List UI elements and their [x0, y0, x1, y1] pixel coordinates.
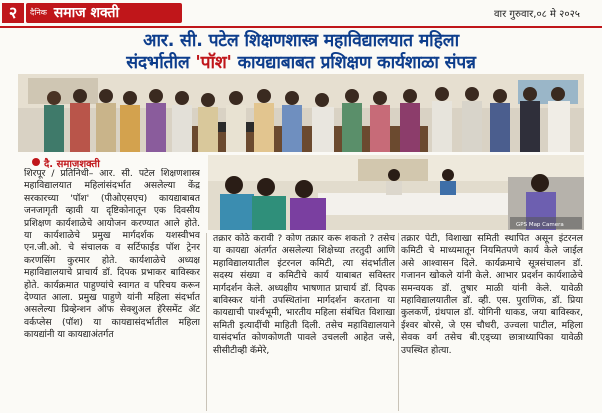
logo-small-text: दैनिक	[30, 8, 47, 17]
article-column-3: तक्रार पेटी, विशाखा समिती स्थापित असून इंटरनल कमिटी चे माध्यमातून नियमितपणे कार्य केले जाईल असे आश्वासन दिले. कार्यक्रमाचे सूत्रसंचालन डॉ. गजानन खोकले यांनी केले. आभार प्रदर्शन कार्यशाळेचे समन्वयक डॉ. तुषार माळी यांनी केले. यावेळी महाविद्यालयातील डॉ. व्ही. एस. पुराणिक, डॉ. प्रिया कुलकर्णे, ग्रंथपाल डॉ. योगिनी धाकड, जया बाविस्कर, ईश्वर बोरसे, जे एस चौधरी, उज्वला पाटील, महिला सेवक वर्ग तसेच बी.एड्च्या छात्राध्यापिका यावेळी उपस्थित होत्या.	[401, 233, 583, 356]
headline-quote: 'पॉश'	[195, 53, 232, 73]
headline	[0, 30, 602, 74]
section-number: २	[2, 3, 24, 23]
group-photo	[18, 74, 584, 152]
gps-watermark: GPS Map Camera	[516, 222, 564, 228]
column-divider	[206, 233, 207, 411]
article-column-2: तक्रार कोठे करावी ? कोण तक्रार करू शकतो ? तसेच या कायद्या अंतर्गत असलेल्या शिक्षेच्या तरतुदी आणि महाविद्यालयातील इंटरनल कमिटी, त्या संदर्भातील सदस्य संख्या व कमिटीचे कार्य याबाबत सविस्तर मार्गदर्शन केले. अध्यक्षीय भाषणात प्राचार्य डॉ. दिपक बाविस्कर यांनी उपस्थितांना मार्गदर्शन करताना या कायद्याची पार्श्वभूमी, भारतीय महिला संबंधित विशाखा समिती इत्यादींची माहिती दिली. तसेच महाविद्यालयाने यासंदर्भात कोणकोणती पावले उचलली आहेत जसे, सीसीटीव्ही कॅमेरे,	[213, 233, 395, 356]
header-rule	[0, 26, 602, 28]
headline-line-2-start: संदर्भातील	[126, 53, 196, 73]
issue-date: वार गुरुवार,०८ मे २०२५	[494, 9, 580, 20]
bullet-icon	[32, 158, 40, 166]
article-column-1: शिरपूर / प्रतिनिधी– आर. सी. पटेल शिक्षणशास्त्र महाविद्यालयात महिलांसंदर्भात असलेल्या केंद्र सरकारच्या 'पॉश' (पीओएसएच) कायद्याबाबत जनजागृती व्हावी या दृष्टिकोनातून एक दिवसीय प्रशिक्षण कार्यशाळेचे आयोजन करण्यात आले होते. या कार्यशाळेचे प्रमुख मार्गदर्शक यशस्वीभव एन.जी.ओ. चे संचालक व सर्टिफाईड पॉश ट्रेनर करणसिंग कुरमार होते. कार्यशाळेचे अध्यक्ष महाविद्यालयाचे प्राचार्य डॉ. दिपक प्रभाकर बाविस्कर होते. कार्यक्रमात पाहुण्यांचे स्वागत व परिचय करून देण्यात आला. प्रमुख पाहुणे यांनी महिला संदर्भात असलेल्या प्रिव्हेन्शन ऑफ सेक्शुअल हॅरेसमेंट ॲट वर्कप्लेस (पॉश) या कायद्यासंदर्भातील महिला कायद्यांनी या कायद्याअंतर्गत	[24, 168, 200, 341]
workshop-photo	[208, 155, 584, 230]
headline-line-1: आर. सी. पटेल शिक्षणशास्त्र महाविद्यालयात महिला	[143, 31, 459, 51]
logo-name: समाज शक्ती	[53, 5, 120, 21]
column-divider	[398, 233, 399, 411]
newspaper-logo	[26, 3, 182, 23]
reporter-name: दै. समाजशक्ती	[44, 159, 100, 170]
headline-line-2	[0, 52, 602, 74]
byline	[18, 156, 204, 168]
masthead	[0, 0, 602, 26]
headline-line-2-end: कायद्याबाबत प्रशिक्षण कार्यशाळा संपन्न	[231, 53, 476, 73]
